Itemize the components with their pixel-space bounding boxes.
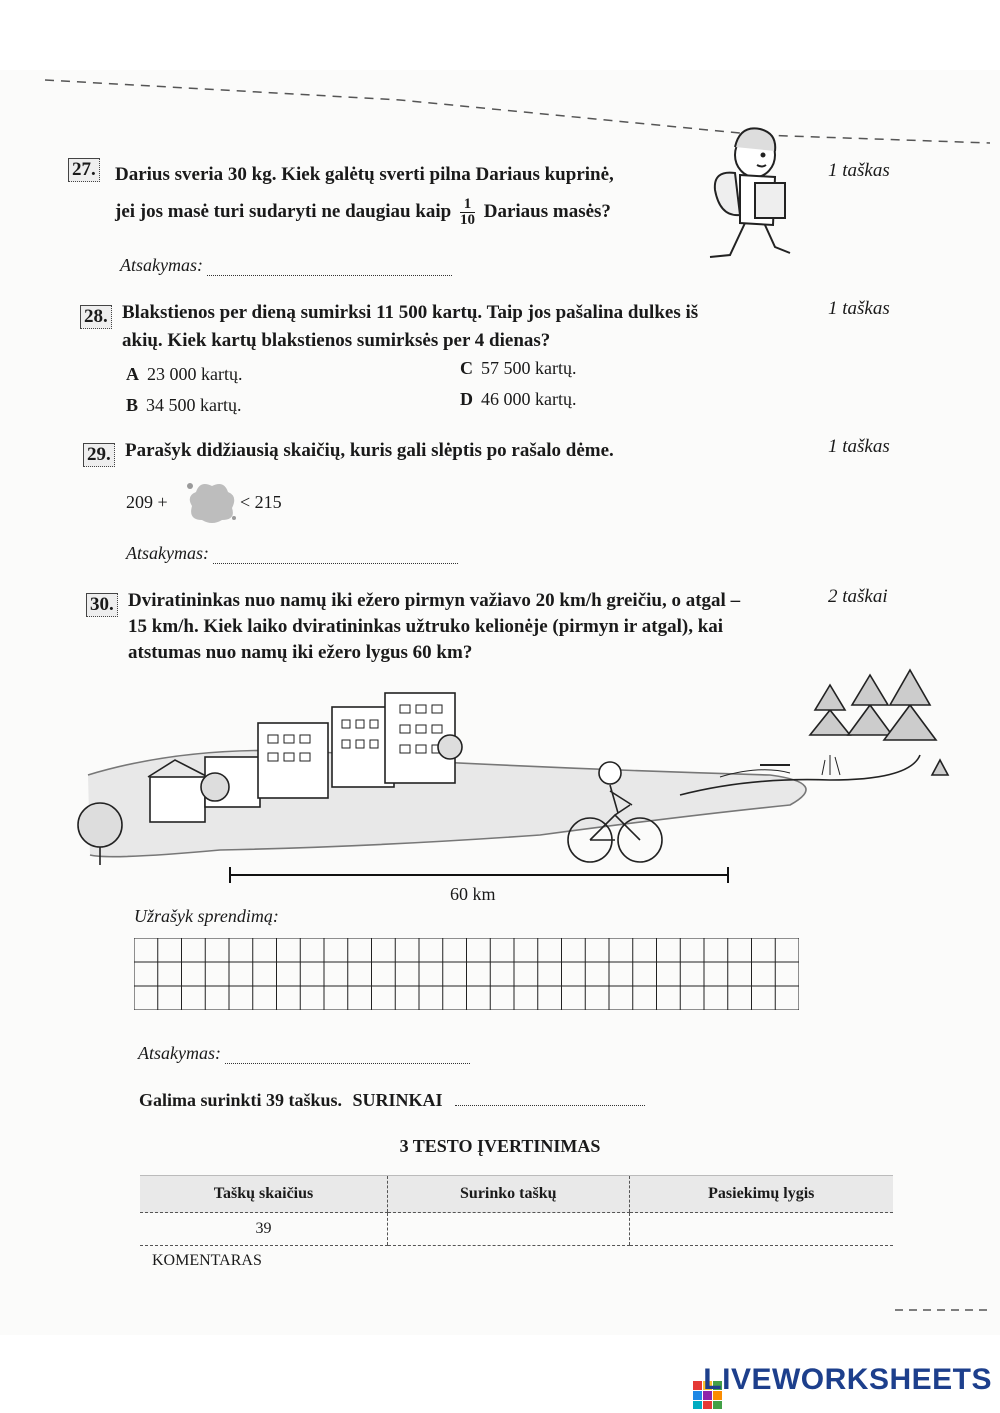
ink-blot-icon [182,478,240,526]
collected-label: SURINKAI [352,1090,443,1110]
question-28-points: 1 taškas [828,298,890,319]
summary-line [139,1085,645,1115]
question-30-line3: atstumas nuo namų iki ežero lygus 60 km? [128,642,473,663]
distance-label: 60 km [450,884,496,904]
fraction-numerator: 1 [460,197,475,213]
question-27-answer [120,255,452,276]
cell-collected[interactable] [388,1213,630,1246]
header-points: Taškų skaičius [140,1176,388,1213]
option-text: 23 000 kartų. [147,364,243,384]
solution-grid[interactable] [134,938,799,1010]
question-29-answer [126,543,458,564]
question-27-line1: Darius sveria 30 kg. Kiek galėtų sverti pilna Dariaus kuprinė, [115,164,614,185]
question-30-number: 30. [86,593,118,617]
question-30-answer [138,1043,470,1064]
question-27-line2 [115,197,611,228]
summary-text: Galima surinkti 39 taškus. [139,1090,343,1110]
fraction-denominator: 10 [459,212,475,229]
question-30-points: 2 taškai [828,586,888,607]
answer-label: Atsakymas: [120,255,203,275]
answer-label: Atsakymas: [126,543,209,563]
cell-level[interactable] [629,1213,893,1246]
question-29-number: 29. [83,443,115,467]
question-28-line1: Blakstienos per dieną sumirksi 11 500 kartų. Taip jos pašalina dulkes iš [122,302,699,323]
evaluation-table [140,1175,893,1246]
option-c[interactable] [460,358,576,379]
question-27-points: 1 taškas [828,160,890,181]
option-b[interactable] [126,395,242,416]
boy-with-backpack-illustration [695,115,805,265]
liveworksheets-logo[interactable]: LIVEWORKSHEETS [703,1363,992,1396]
option-a[interactable] [126,364,242,385]
evaluation-title: 3 TESTO ĮVERTINIMAS [399,1136,601,1156]
answer-input-line[interactable] [225,1049,470,1064]
option-text: 46 000 kartų. [481,389,577,409]
cyclist-scene-illustration [70,665,950,900]
option-letter: B [126,395,139,415]
option-letter: C [460,358,473,378]
cell-points: 39 [140,1213,388,1246]
expression-left: 209 + [126,492,168,512]
cut-line-top [0,60,1000,150]
comment-label: KOMENTARAS [152,1252,262,1269]
option-letter: A [126,364,139,384]
header-level: Pasiekimų lygis [629,1176,893,1213]
question-27-number: 27. [68,158,100,182]
question-29-points: 1 taškas [828,436,890,457]
question-27-line2-start: jei jos masė turi sudaryti ne daugiau kaip [115,201,452,222]
solution-label: Užrašyk sprendimą: [134,906,279,926]
option-letter: D [460,389,473,409]
question-29-text: Parašyk didžiausią skaičių, kuris gali slėptis po rašalo dėme. [125,440,614,461]
question-28-number: 28. [80,305,112,329]
header-collected: Surinko taškų [388,1176,630,1213]
expression-right: < 215 [240,492,282,512]
option-text: 57 500 kartų. [481,358,577,378]
question-27-line2-end: Dariaus masės? [483,201,611,222]
answer-label: Atsakymas: [138,1043,221,1063]
fraction [460,197,475,228]
answer-input-line[interactable] [213,549,458,564]
question-30-line2: 15 km/h. Kiek laiko dviratininkas užtruko kelionėje (pirmyn ir atgal), kai [128,616,724,637]
question-30-line1: Dviratininkas nuo namų iki ežero pirmyn važiavo 20 km/h greičiu, o atgal – [128,590,741,611]
question-28-line2: akių. Kiek kartų blakstienos sumirksės per 4 dienas? [122,330,551,351]
collected-input-line[interactable] [455,1093,645,1106]
option-text: 34 500 kartų. [146,395,242,415]
option-d[interactable] [460,389,576,410]
grid-lines [134,938,799,1010]
cut-line-bottom [895,1305,990,1315]
answer-input-line[interactable] [207,261,452,276]
